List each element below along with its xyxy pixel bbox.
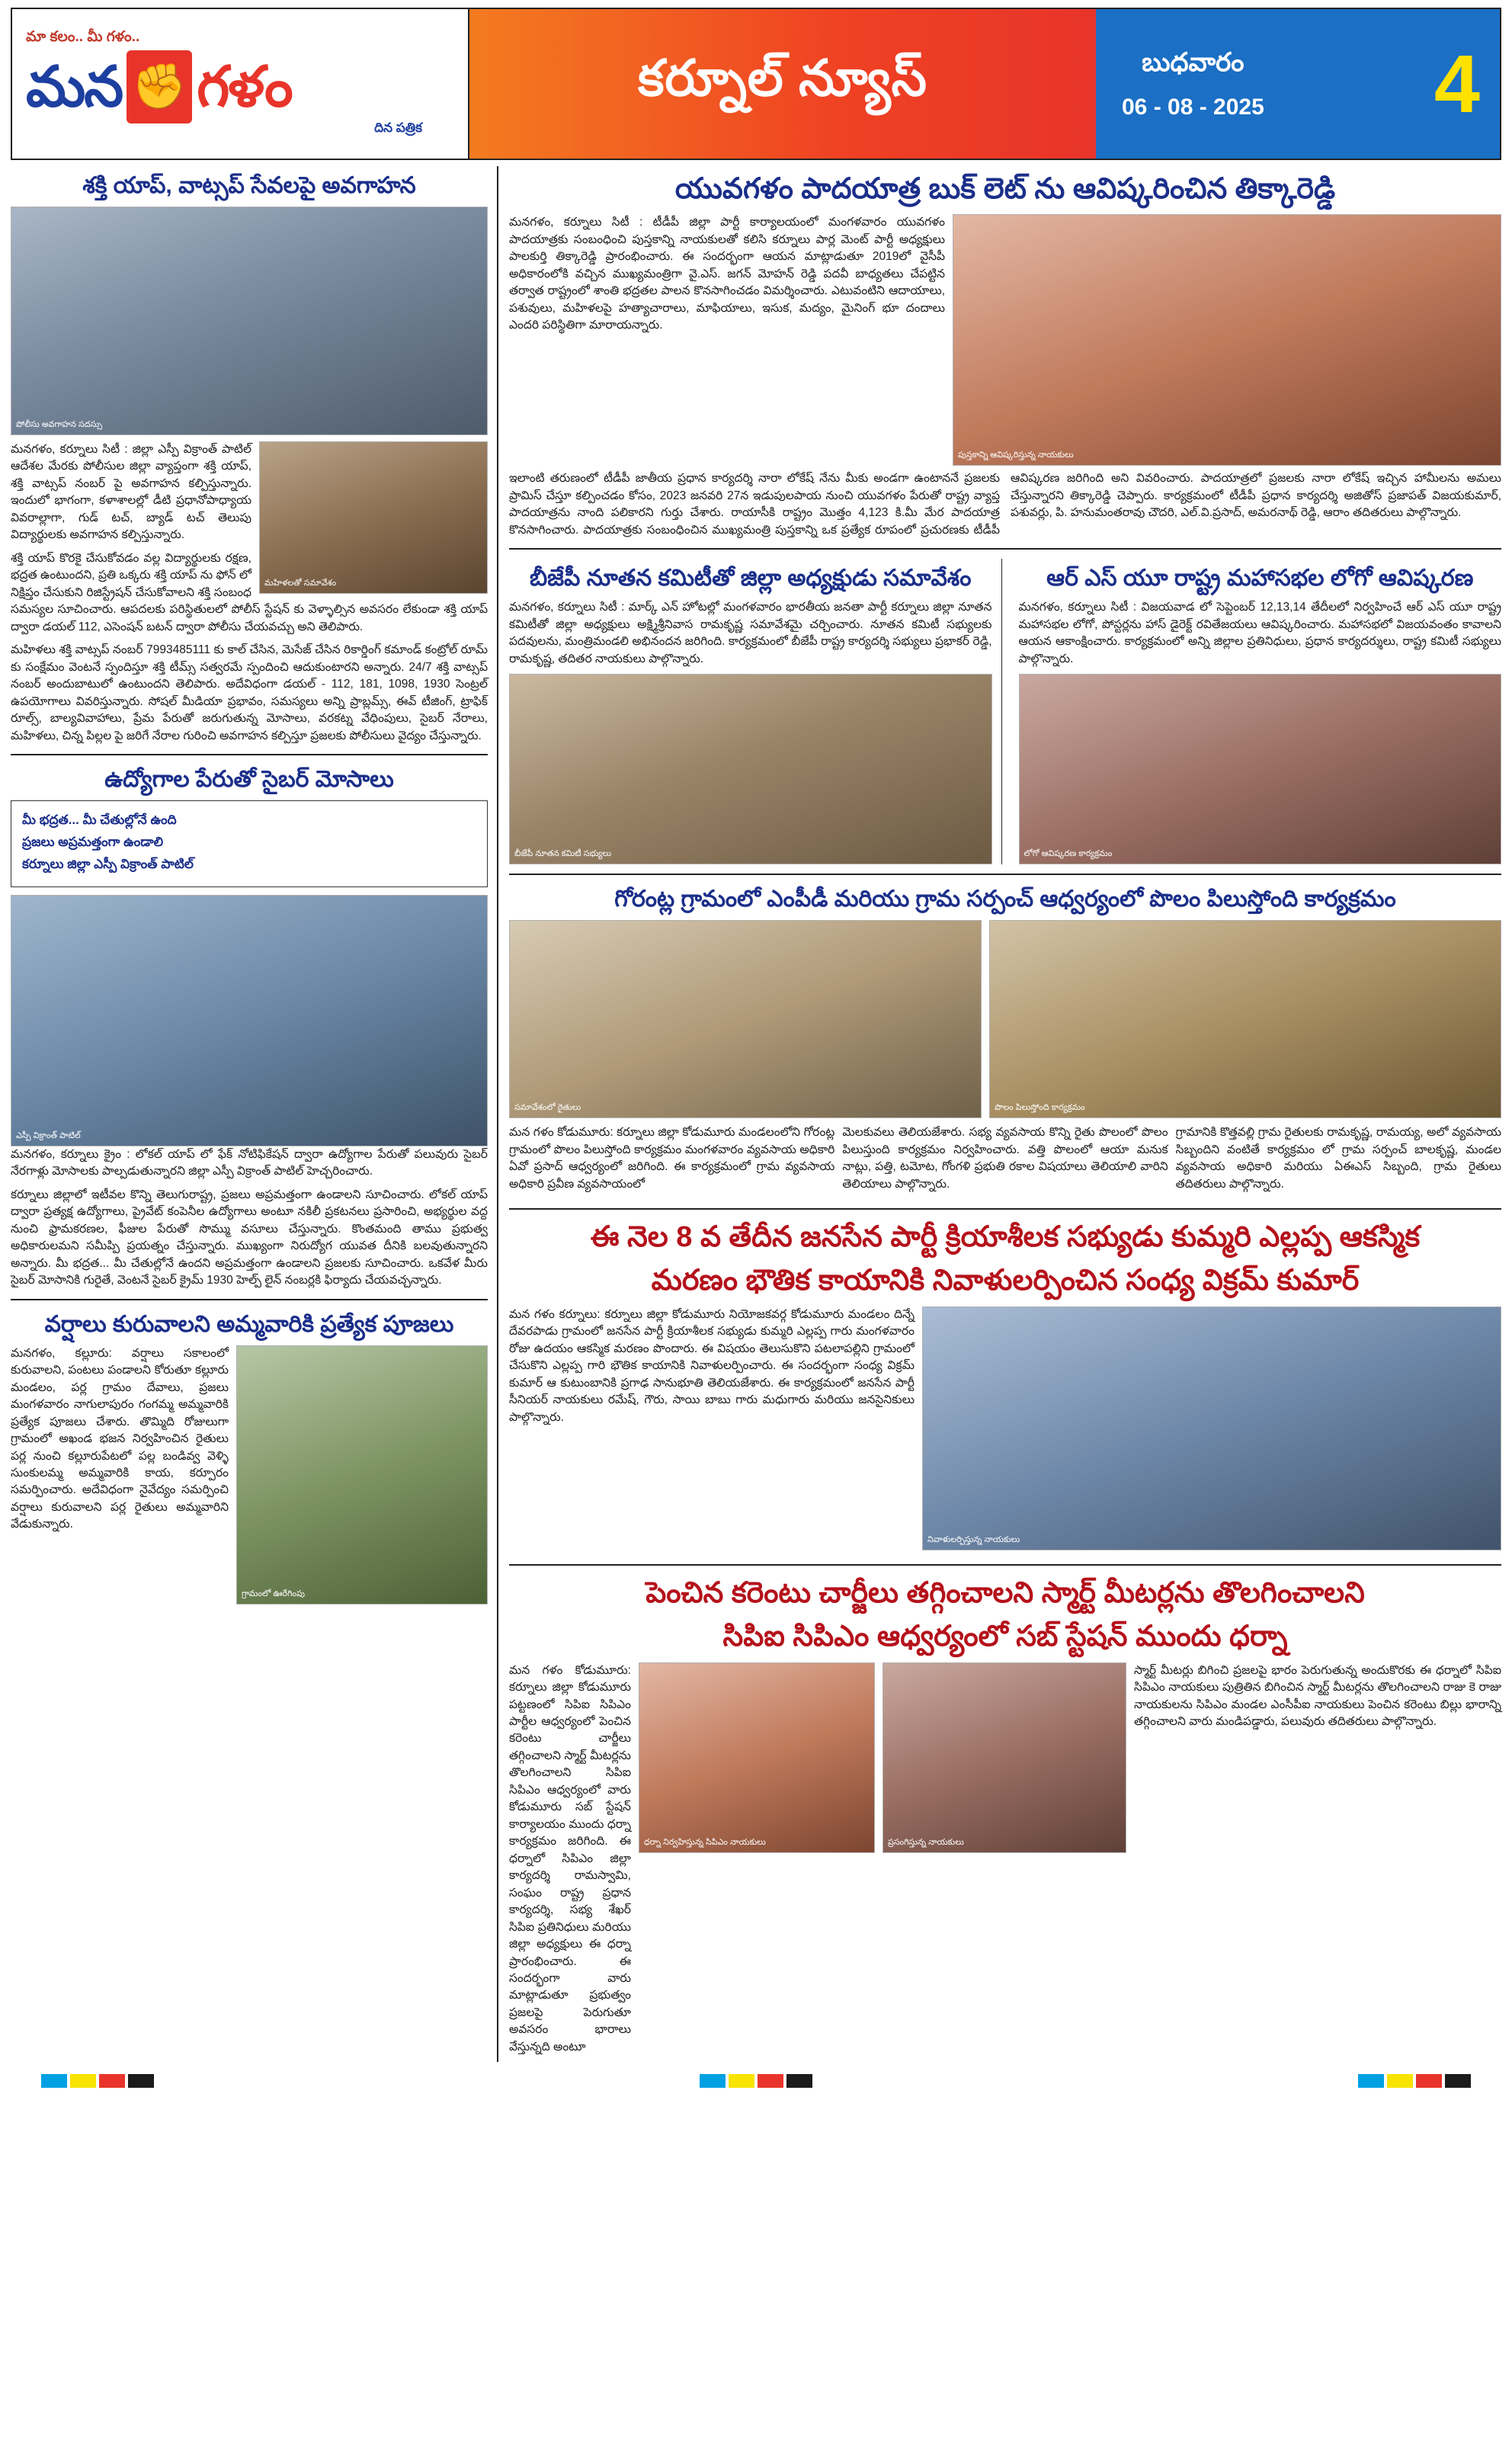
article-headline-line2: మరణం భౌతిక కాయానికి నివాళులర్పించిన సంధ్య విక్రమ్ కుమార్ bbox=[651, 1265, 1360, 1297]
color-bar-black bbox=[786, 2074, 812, 2088]
two-article-row bbox=[509, 559, 1501, 864]
article-headline: వర్షాలు కురువాలని అమ్మవారికి ప్రత్యేక పూజలు bbox=[44, 1311, 454, 1337]
article-photo bbox=[509, 920, 982, 1118]
article-paragraph: శక్తి యాప్ కొరకై చేసుకోవడం వల్ల విద్యార్థులకు రక్షణ, భద్రత ఉంటుందని, ప్రతి ఒక్కరు శక్తి యాప్ ను ఫోన్ లో నిక్షిప్తం చేసుకుని రిజిస్ట్రేషన్ చేసుకోవాలని శక్తి సంబంధ సమస్యల సూచించారు. ఆపదలకు పరిస్థితులలో పోలీస్ స్టేషన్ కు వెళ్ళాల్సిన అవసరం లేకుండా శక్తి యాప్ ద్వారా డయల్ 112, ఎసెంషన్ బటన్ ద్వారా పోలీసు చేయవచ్చు అని తెలిపారు. bbox=[11, 551, 488, 633]
article-paragraph: మన గళం కర్నూలు: కర్నూలు జిల్లా కోడుమూరు నియోజకవర్గ కోడుమూరు మండలం దిన్నే దేవరపాడు గ్రామంలో జనసేన పార్టీ క్రియాశీలక సభ్యుడు కుమ్మరి ఎల్లప్ప గారు మంగళవారం రోజు ఉదయం ఆకస్మిక మరణం పొందారు. ఈ విషయం తెలుసుకొని పటలాపల్లిని గ్రామంలో చేసుకొని ఎల్లప్ప గారి భౌతిక కాయానికి నివాళులర్పించారు. ఈ సందర్భంగా సంధ్య విక్రమ్ కుమార్ ఆ కుటుంబానికి ప్రగాఢ సానుభూతి తెలియజేశారు. ఈ కార్యక్రమంలో జనసేన పార్టీ సీనియర్ నాయకులు రమేష్, గౌరు, సాయి బాబు గారు మధుగారు మరియు జనసైనికులు పాల్గొన్నారు. bbox=[509, 1307, 915, 1424]
article-headline-line1: పెంచిన కరెంటు చార్జీలు తగ్గించాలని స్మార్ట్ మీటర్లను తొలగించాలని bbox=[645, 1576, 1365, 1609]
divider bbox=[509, 874, 1501, 875]
photo-caption: పోలీసు అవగాహన సదస్సు bbox=[16, 420, 103, 429]
divider bbox=[11, 754, 488, 755]
article-headline-line2: సిపిఐ సిపిఎం ఆధ్వర్యంలో సబ్ స్టేషన్ ముందు ధర్నా bbox=[722, 1621, 1288, 1653]
article-cyber-fraud bbox=[11, 765, 488, 1290]
article-gorantla bbox=[509, 884, 1501, 1199]
color-bar-red bbox=[758, 2074, 783, 2088]
article-headline-line1: ఈ నెల 8 వ తేదీన జనసేన పార్టీ క్రియాశీలక సభ్యుడు కుమ్మరి ఎల్లప్ప ఆకస్మిక bbox=[590, 1221, 1421, 1254]
color-bar-red bbox=[1416, 2074, 1442, 2088]
article-photo bbox=[11, 895, 488, 1146]
article-bjp bbox=[509, 559, 1002, 864]
article-photo bbox=[953, 214, 1501, 466]
photo-caption: లోగో ఆవిష్కరణ కార్యక్రమం bbox=[1023, 849, 1113, 859]
photo-caption: బీజేపీ నూతన కమిటీ సభ్యులు bbox=[514, 849, 612, 859]
photo-caption: నివాళులర్పిస్తున్న నాయకులు bbox=[927, 1534, 1020, 1544]
article-janasena bbox=[509, 1219, 1501, 1555]
bullet-item: మీ భద్రత... మీ చేతుల్లోనే ఉంది bbox=[22, 812, 177, 827]
masthead bbox=[11, 8, 1501, 160]
photo-caption: గ్రామంలో ఊరేగింపు bbox=[242, 1589, 305, 1598]
color-bar-black bbox=[1445, 2074, 1471, 2088]
divider bbox=[509, 1564, 1501, 1566]
article-rain-prayers bbox=[11, 1310, 488, 1609]
article-yuvagalam bbox=[509, 171, 1501, 539]
masthead-logo bbox=[12, 9, 469, 159]
article-paragraph: మన గళం కోడుమూరు: కర్నూలు జిల్లా కోడుమూరు పట్టణంలో సిపిఐ సిపిఎం పార్టీల ఆధ్వర్యంలో పెంచిన కరెంటు చార్జీలు తగ్గించాలని స్మార్ట్ మీటర్లను తొలగించాలని సిపిఐ సిపిఎం ఆధ్వర్యంలో వారు కోడుమూరు సబ్ స్టేషన్ కార్యాలయం ముందు ధర్నా కార్యక్రమం జరిగింది. ఈ ధర్నాలో సిపిఎం జిల్లా కార్యదర్శి రామస్వామి, సంఘం రాష్ట్ర ప్రధాన కార్యదర్శి, సభ్య శేఖర్ సిపిఐ ప్రతినిధులు మరియు జిల్లా అధ్యక్షులు ఈ ధర్నా ప్రారంభించారు. ఈ సందర్భంగా వారు మాట్లాడుతూ ప్రభుత్వం ప్రజలపై పెరుగుతూ అవసరం భారాలు వేస్తున్నది అంటూ bbox=[509, 1663, 631, 2053]
article-paragraph: మనగళం, కర్నూలు సిటీ : విజయవాడ లో సెప్టెంబర్ 12,13,14 తేదీలలో నిర్వహించే ఆర్ ఎస్ యూ రాష్ట్ర మహాసభల లోగో, పోస్టర్లను హాస్ డైరెక్ట్ రవితేజయలు ఆవిష్కరించారు. మహాసభలో విజయవంతం కావాలని ఆయన ఆకాంక్షించారు. కార్యక్రమంలో అన్ని జిల్లాల ప్రతినిధులు, ప్రధాన కార్యదర్శులు, రాష్ట్ర కమిటీ సభ్యులు పాల్గొన్నారు. bbox=[1018, 601, 1501, 665]
photo-caption: సమావేశంలో రైతులు bbox=[514, 1103, 581, 1113]
color-bar-cyan bbox=[41, 2074, 67, 2088]
article-paragraph: మనగళం, కల్లూరు: వర్షాలు సకాలంలో కురువాలని, పంటలు పండాలని కోరుతూ కల్లూరు మండలం, పర్ల గ్రామం దేవాలు, ప్రజలు మంగళవారం నాగులాపురం గంగమ్మ అమ్మవారికి ప్రత్యేక పూజలు చేశారు. తొమ్మిది రోజులుగా గ్రామంలో అఖండ భజన నిర్వహించిన రైతులు పర్ల నుంచి కల్లూరుపేటలో పల్ల బండివ్వ వెళ్ళి సుంకులమ్మ అమ్మవారికి కాయ, కర్పూరం సమర్పించారు. అదేవిధంగా నైవేద్యం సమర్పించి వర్షాలు కురువాలని పర్ల రైతులు అమ్మవారిని వేడుకున్నారు. bbox=[11, 1346, 229, 1531]
article-paragraph: మనగళం, కర్నూలు సిటీ : జిల్లా ఎస్పీ విక్రాంత్ పాటిల్ ఆదేశల మేరకు పోలీసుల జిల్లా వ్యాప్తంగా శక్తి యాప్, శక్తి వాట్సప్ నంబర్ పై అవగాహన కల్పిస్తున్నారు. ఇందులో భాగంగా, కళాశాలల్లో డీటి ప్రధానోపాధ్యాయ వివరాల్లాగా, గుడ్ టచ్, బ్యాడ్ టచ్ తెలుపు విద్యార్థులకు అవగాహన కల్పిస్తున్నారు. bbox=[11, 443, 251, 542]
bullet-item: కర్నూలు జిల్లా ఎస్పీ విక్రాంత్ పాటిల్ bbox=[22, 856, 194, 871]
article-paragraph: గ్రామానికి కొత్తవల్లి గ్రామ రైతులకు రామకృష్ణ, రామయ్య, అలో వ్యవసాయ సిబ్బందిని వంటితే కార్యక్రమం లో గ్రామ సర్పంచ్ బాలకృష్ణ, మండల వ్యవసాయ అధికారి మరియు ఏఈఎస్ సిబ్బంది, గ్రామ రైతులు తదితరులు పాల్గొన్నారు. bbox=[1175, 1126, 1501, 1191]
color-bar-black bbox=[128, 2074, 154, 2088]
masthead-page-number: 4 bbox=[1434, 37, 1480, 130]
masthead-day: బుధవారం bbox=[1142, 47, 1245, 77]
right-column bbox=[498, 166, 1501, 2062]
article-shakti-app bbox=[11, 171, 488, 745]
article-photo bbox=[989, 920, 1501, 1118]
article-headline: ఆర్ ఎస్ యూ రాష్ట్ర మహాసభల లోగో ఆవిష్కరణ bbox=[1046, 566, 1474, 592]
color-bar-group bbox=[41, 2074, 154, 2088]
color-bar-yellow bbox=[1387, 2074, 1413, 2088]
masthead-logo-sub: దిన పత్రిక bbox=[374, 120, 422, 135]
article-photo bbox=[11, 207, 488, 435]
bullet-item: ప్రజలు అప్రమత్తంగా ఉండాలి bbox=[22, 834, 164, 849]
color-bar-yellow bbox=[729, 2074, 754, 2088]
photo-caption: ధర్నా నిర్వహిస్తున్న సిపిఎం నాయకులు bbox=[644, 1837, 766, 1847]
left-column bbox=[11, 166, 498, 2062]
article-photo bbox=[639, 1662, 875, 1853]
masthead-tagline: మా కలం.. మీ గళం.. bbox=[26, 29, 140, 45]
article-headline: యువగళం పాదయాత్ర బుక్ లెట్ ను ఆవిష్కరించిన తిక్కారెడ్డి bbox=[674, 173, 1336, 205]
article-photo bbox=[883, 1662, 1126, 1853]
article-photo bbox=[1019, 674, 1502, 864]
article-headline: గోరంట్ల గ్రామంలో ఎంపీడీ మరియు గ్రామ సర్పంచ్ ఆధ్వర్యంలో పొలం పిలుస్తోంది కార్యక్రమం bbox=[614, 886, 1396, 912]
color-bar-cyan bbox=[700, 2074, 726, 2088]
color-bar-yellow bbox=[70, 2074, 96, 2088]
article-rsu bbox=[1010, 559, 1502, 864]
divider bbox=[509, 1208, 1501, 1210]
masthead-logo-left: మన bbox=[26, 55, 123, 118]
photo-caption: ప్రసంగిస్తున్న నాయకులు bbox=[888, 1837, 964, 1847]
article-paragraph: కర్నూలు జిల్లాలో ఇటీవల కొన్ని తెలుగురాష్ట్ర, ప్రజలు అప్రమత్తంగా ఉండాలని సూచించారు. లోకల్ యాప్ ద్వారా ప్రత్యక్ష ఉద్యోగాలు, ప్రైవేట్ కంపెనీల ఉద్యోగాలు అంటూ నకిలీ ప్రకటనలు ప్రసారించి, అభ్యర్థుల వద్ద నుంచి ఫ్రామకరణల, ఫీజుల పేరుతో సొమ్ము వసూలు చేస్తున్నారు. కొంతమంది తాము ప్రభుత్వ అధికారులమని సమీప్పి ప్రయత్నం చేస్తున్నారు. ముఖ్యంగా నిరుద్యోగ యువత దీనికి బలవుతున్నారని అన్నారు. మీ భద్రత... మీ చేతుల్లోనే ఉందని అప్రమత్తంగా ఉండాలని ప్రజలకు సూచించారు. ఒకవేళ మీరు సైబర్ మోసానికి గురైతే, వెంటనే సైబర్ క్రైమ్ 1930 హెల్ప్ లైన్ నంబర్లకి ఫిర్యాదు చేయవచ్చన్నారు. bbox=[11, 1188, 488, 1287]
divider bbox=[509, 548, 1501, 550]
masthead-date-block bbox=[1096, 9, 1500, 159]
article-headline: శక్తి యాప్, వాట్సప్ సేవలపై అవగాహన bbox=[82, 173, 416, 198]
article-paragraph: మనగళం, కర్నూలు సిటీ : మార్క్ ఎన్ హోటల్లో మంగళవారం భారతీయ జనతా పార్టీ కర్నూలు జిల్లా నూతన కమిటీతో జిల్లా అధ్యక్షులు అక్ష్మిశ్రీనివాస రామకృష్ణ సమావేశమై చర్చించారు. నూతన కమిటీ సభ్యులకు పదవులను, మంత్రిమండలి అభినందన జరిగింది. కార్యక్రమంలో బీజేపీ రాష్ట్ర కార్యదర్శి సభ్యులు ప్రభాకర్ రెడ్డి, రామకృష్ణ, తదితర నాయకులు పాల్గొన్నారు. bbox=[509, 601, 992, 665]
photo-caption: పొలం పిలుస్తోంది కార్యక్రమం bbox=[995, 1103, 1085, 1113]
masthead-edition-title bbox=[469, 9, 1096, 159]
article-cpm-protest bbox=[509, 1575, 1501, 2063]
article-paragraph: మనగళం, కర్నూలు సిటీ : టీడీపీ జిల్లా పార్టీ కార్యాలయంలో మంగళవారం యువగళం పాదయాత్రకు సంబంధించి పుస్తకాన్ని నాయకులతో కలిసి కర్నూలు పార్ల మెంట్ పార్టీ అధ్యక్షులు పాలకుర్తి తిక్కారెడ్డి ప్రారంభించారు. ఈ సందర్భంగా ఆయన మాట్లాడుతూ 2019లో వైసీపీ అధికారంలోకి వచ్చిన ముఖ్యమంత్రిగా వై.ఎస్. జగన్ మోహన్ రెడ్డి పదవీ బాధ్యతలు చేపట్టిన తర్వాత రాష్ట్రంలో శాంతి భద్రతల పాలన కొనసాగించడం విమర్శించారు. ఎటువంటిని ఆదాయాలు, పశువులు, మహిళలపై హత్యాచారాలు, మాఫియాలు, ఇసుక, మద్యం, మైనింగ్ భూ దందాలు ఎందరి పరిస్థితిగా మారాయన్నారు. bbox=[509, 216, 945, 332]
edition-title-text: కర్నూల్ న్యూస్ bbox=[638, 49, 927, 106]
article-paragraph: మన గళం కోడుమూరు: కర్నూలు జిల్లా కోడుమూరు మండలంలోని గోరంట్ల గ్రామంలో పొలం పిలుస్తోంది కార్యక్రమం మంగళవారం వ్యవసాయ అధికారి ఏవో ప్రసాద్ ఆధ్వర్యంలో జరిగింది. ఈ కార్యక్రమంలో గ్రామ వ్యవసాయ అధికారి ప్రవీణ వ్యవసాయంలో bbox=[509, 1126, 835, 1191]
article-paragraph: మనగళం, కర్నూలు క్రైం : లోకల్ యాప్ లో ఫేక్ నోటిఫికేషన్ ద్వారా ఉద్యోగాల పేరుతో పలువురు సైబర్ నేరగాళ్లు మోసాలకు పాల్పడుతున్నారని జిల్లా ఎస్పీ విక్రాంత్ పాటిల్ హెచ్చరించారు. bbox=[11, 1147, 488, 1178]
masthead-date: 06 - 08 - 2025 bbox=[1122, 94, 1264, 120]
article-headline: బీజేపీ నూతన కమిటీతో జిల్లా అధ్యక్షుడు సమావేశం bbox=[529, 566, 972, 592]
fist-icon: ✊ bbox=[127, 50, 192, 123]
photo-caption: పుస్తకాన్ని ఆవిష్కరిస్తున్న నాయకులు bbox=[958, 450, 1074, 460]
page-content bbox=[11, 166, 1501, 2062]
color-bar-group bbox=[700, 2074, 812, 2088]
divider bbox=[11, 1299, 488, 1300]
footer-registration-bars bbox=[11, 2074, 1501, 2088]
article-paragraph: మహిళలు శక్తి వాట్సప్ నంబర్ 7993485111 కు కాల్ చేసిన, మెసేజ్ చేసిన రికార్డింగ్ కమాండ్ కంట్రోల్ రూమ్ కు సంక్షేమం వెంటనే స్పందిస్తూ శక్తి టీమ్స్ సత్వరమే స్పందించి ఆదుకుంటారని అన్నారు. 24/7 శక్తి వాట్సప్ నంబర్ అందుబాటులో ఉంటుందని తెలిపారు. అదేవిధంగా డయల్ - 112, 181, 1098, 1930 సెంట్రల్ ఉపయోగాలు వివరిస్తున్నారు. సోషల్ మీడియా ప్రభావం, సమస్యలు అన్ని ప్రాబ్లమ్స్, ఈవ్ టీజింగ్, ట్రాఫిక్ రూల్స్, బాల్యవివాహాలు, ప్రేమ పేరుతో జరుగుతున్న మోసాలు, వరకట్న వేధింపులు, సైబర్ నేరాలు, మహిళలు, చిన్న పిల్లల పై జరిగే నేరాల గురించి అవగాహన కల్పిస్తూ ప్రజలకు పోలీసులు వైద్యం చేస్తున్నారు. bbox=[11, 643, 488, 742]
photo-caption: ఎస్పీ విక్రాంత్ పాటిల్ bbox=[16, 1130, 81, 1140]
masthead-logo-right: గళం bbox=[197, 55, 292, 118]
color-bar-red bbox=[99, 2074, 125, 2088]
bullet-box bbox=[11, 800, 488, 887]
color-bar-group bbox=[1358, 2074, 1471, 2088]
article-headline: ఉద్యోగాల పేరుతో సైబర్ మోసాలు bbox=[104, 766, 394, 792]
article-photo bbox=[259, 441, 488, 594]
article-paragraph: ఇలాంటి తరుణంలో టీడీపీ జాతీయ ప్రధాన కార్యదర్శి నారా లోకేష్ నేను మీకు అండగా ఉంటాననే ప్రజలకు ప్రామిస్ చేస్తూ కల్పించడం కోసం, 2023 జనవరి 27న ఇడుపులపాయ నుంచి యువగళం పేరుతో రాష్ట్ర వ్యాప్త పాదయాత్రను నాంది పలికారని గుర్తు చేశారు. రాయాసీకి రాష్ట్రం మొత్తం 4,123 కి.మీ మేర పాదయాత్ర కొనసాగించారు. పాదయాత్రకు సంబంధించిన ముఖ్యమంత్రి పుస్తకాన్ని ఒక ప్రత్యేక రూపంలో ప్రచురణకు టీడీపీ ఆవిష్కరణ జరిగింది అని వివరించారు. పాదయాత్రలో ప్రజలకు నారా లోకేష్ ఇచ్చిన హామీలను అమలు చేస్తున్నారని తిక్కారెడ్డి చెప్పారు. కార్యక్రమంలో టీడీపీ ప్రధాన కార్యదర్శి అజితోస్ ప్రజాపత్ విజయకుమార్, పశువర్లు, పి. హనుమంతరావు చౌదరి, ఎల్.వి.ప్రసాద్, అమరనాథ్ రెడ్డి, ఆరాం తదితరులు పాల్గొన్నారు. bbox=[509, 472, 1501, 537]
article-paragraph: మెలకువలు తెలియజేశారు. సభ్య వ్యవసాయ కొన్ని రైతు పొలంలో పొలం పిలుస్తుంది కార్యక్రమం నిర్వహించారు. వత్తి పొలంలో ఆయా మనుక నాట్లు, పత్తి, టమోట, గోంగళి ప్రభుతి రకాల విషయాలు తెలియాలి వారిని తెలియాలు పాల్గొన్నారు. bbox=[842, 1126, 1168, 1191]
photo-caption: మహిళలతో సమావేశం bbox=[264, 579, 337, 588]
article-photo bbox=[509, 674, 992, 864]
article-photo bbox=[922, 1306, 1501, 1550]
color-bar-cyan bbox=[1358, 2074, 1384, 2088]
article-photo bbox=[236, 1345, 488, 1605]
article-paragraph: స్మార్ట్ మీటర్లు బిగించి ప్రజలపై భారం పెరుగుతున్న అందుకొరకు ఈ ధర్నాలో సిపిఐ సిపిఎం నాయకులు పుత్రితిన బిగించిన స్మార్ట్ మీటర్లను తొలగించాలని రాజు కె రాజు నాయకులను సిపిఎం మండల ఎంసీపీఐ నాయకులు పెంచిన కరెంటు బిల్లు భారాన్ని తగ్గించాలని వారు మండిపడ్డారు, పలువురు తదితరులు పాల్గొన్నారు. bbox=[1134, 1663, 1501, 1728]
